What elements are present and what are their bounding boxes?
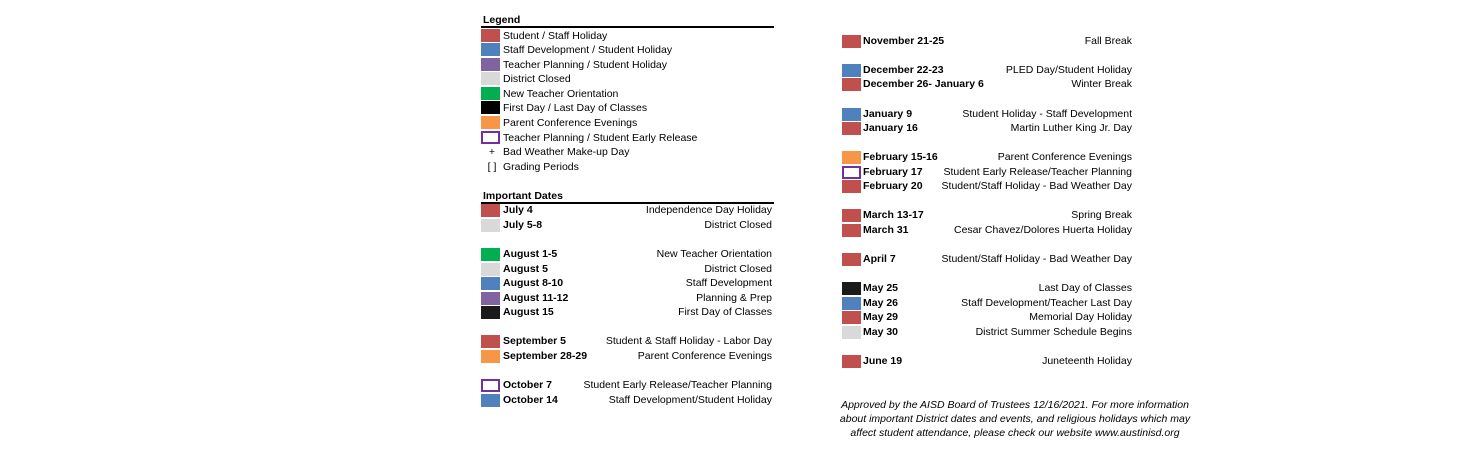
color-swatch — [481, 306, 500, 319]
color-swatch — [842, 78, 861, 91]
color-swatch — [842, 209, 861, 222]
date-label: May 29 — [863, 311, 899, 323]
date-label: January 16 — [863, 122, 918, 134]
event-label: Parent Conference Evenings — [637, 350, 772, 362]
date-label: July 5-8 — [503, 219, 543, 231]
color-swatch — [481, 116, 500, 129]
date-label: October 14 — [503, 394, 558, 406]
date-label: August 5 — [503, 263, 548, 275]
event-label: Fall Break — [1084, 35, 1132, 47]
date-label: April 7 — [863, 253, 896, 265]
event-label: Independence Day Holiday — [645, 204, 772, 216]
date-label: August 1-5 — [503, 248, 558, 260]
date-label: September 5 — [503, 335, 567, 347]
legend-item-label: Parent Conference Evenings — [503, 117, 638, 129]
color-swatch — [481, 72, 500, 85]
approval-note-line-3: affect student attendance, please check our website www.austinisd.org — [850, 427, 1180, 439]
color-swatch — [842, 166, 861, 179]
color-swatch — [481, 292, 500, 305]
legend-item-label: Staff Development / Student Holiday — [503, 44, 673, 56]
legend-item-label: Teacher Planning / Student Holiday — [503, 59, 668, 71]
color-swatch — [842, 297, 861, 310]
event-label: Memorial Day Holiday — [1029, 311, 1132, 323]
date-label: August 11-12 — [503, 292, 569, 304]
color-swatch — [481, 131, 500, 144]
event-label: Juneteenth Holiday — [1042, 355, 1132, 367]
color-swatch — [842, 253, 861, 266]
legend-item-label: First Day / Last Day of Classes — [503, 102, 648, 114]
legend-item-label: Teacher Planning / Student Early Release — [503, 132, 698, 144]
date-label: January 9 — [863, 108, 913, 120]
event-label: Student/Staff Holiday - Bad Weather Day — [941, 180, 1132, 192]
event-label: Student Early Release/Teacher Planning — [943, 166, 1132, 178]
date-label: December 22-23 — [863, 64, 944, 76]
event-label: Spring Break — [1071, 209, 1132, 221]
date-label: March 13-17 — [863, 209, 924, 221]
legend-item-label: District Closed — [503, 73, 571, 85]
legend-symbol-label: Bad Weather Make-up Day — [503, 146, 630, 158]
date-label: October 7 — [503, 379, 553, 391]
color-swatch — [481, 87, 500, 100]
date-label: August 8-10 — [503, 277, 564, 289]
date-label: February 15-16 — [863, 151, 938, 163]
color-swatch — [481, 58, 500, 71]
event-label: District Closed — [704, 219, 772, 231]
event-label: Martin Luther King Jr. Day — [1010, 122, 1132, 134]
legend-rule — [481, 26, 774, 28]
color-swatch — [481, 263, 500, 276]
color-swatch — [842, 224, 861, 237]
color-swatch — [842, 355, 861, 368]
event-label: Staff Development/Teacher Last Day — [961, 297, 1132, 309]
color-swatch — [481, 29, 500, 42]
color-swatch — [481, 204, 500, 217]
event-label: First Day of Classes — [678, 306, 772, 318]
legend-title: Legend — [483, 14, 521, 26]
legend-item-label: Student / Staff Holiday — [503, 30, 608, 42]
color-swatch — [481, 277, 500, 290]
date-label: November 21-25 — [863, 35, 945, 47]
approval-note-line-1: Approved by the AISD Board of Trustees 12/16/2021. For more information — [841, 399, 1189, 411]
legend-symbol-label: Grading Periods — [503, 161, 579, 173]
color-swatch — [481, 248, 500, 261]
date-label: December 26- January 6 — [863, 78, 984, 90]
color-swatch — [842, 35, 861, 48]
event-label: District Summer Schedule Begins — [975, 326, 1132, 338]
event-label: Student Early Release/Teacher Planning — [583, 379, 772, 391]
event-label: Staff Development/Student Holiday — [608, 394, 772, 406]
color-swatch — [842, 108, 861, 121]
important-dates-title: Important Dates — [483, 190, 563, 202]
date-label: May 30 — [863, 326, 899, 338]
date-label: March 31 — [863, 224, 909, 236]
color-swatch — [842, 282, 861, 295]
color-swatch — [842, 180, 861, 193]
legend-item-label: New Teacher Orientation — [503, 88, 619, 100]
event-label: Last Day of Classes — [1038, 282, 1132, 294]
color-swatch — [481, 335, 500, 348]
event-label: Staff Development — [685, 277, 772, 289]
event-label: Student Holiday - Staff Development — [962, 108, 1132, 120]
color-swatch — [842, 326, 861, 339]
legend-symbol: [ ] — [487, 161, 497, 173]
color-swatch — [842, 64, 861, 77]
date-label: September 28-29 — [503, 350, 588, 362]
color-swatch — [842, 122, 861, 135]
color-swatch — [481, 219, 500, 232]
date-label: May 26 — [863, 297, 899, 309]
date-label: July 4 — [503, 204, 533, 216]
event-label: New Teacher Orientation — [656, 248, 772, 260]
color-swatch — [481, 350, 500, 363]
approval-note-line-2: about important District dates and events, and religious holidays which may — [839, 413, 1191, 425]
legend-symbol: + — [488, 146, 496, 158]
color-swatch — [842, 151, 861, 164]
event-label: Winter Break — [1071, 78, 1132, 90]
color-swatch — [481, 43, 500, 56]
date-label: June 19 — [863, 355, 903, 367]
color-swatch — [481, 101, 500, 114]
approval-note — [822, 398, 1208, 440]
event-label: Student/Staff Holiday - Bad Weather Day — [941, 253, 1132, 265]
date-label: August 15 — [503, 306, 554, 318]
color-swatch — [481, 379, 500, 392]
event-label: Parent Conference Evenings — [997, 151, 1132, 163]
event-label: PLED Day/Student Holiday — [1005, 64, 1132, 76]
event-label: District Closed — [704, 263, 772, 275]
color-swatch — [481, 394, 500, 407]
date-label: May 25 — [863, 282, 899, 294]
color-swatch — [842, 311, 861, 324]
event-label: Planning & Prep — [696, 292, 772, 304]
date-label: February 17 — [863, 166, 923, 178]
event-label: Cesar Chavez/Dolores Huerta Holiday — [954, 224, 1132, 236]
event-label: Student & Staff Holiday - Labor Day — [605, 335, 772, 347]
date-label: February 20 — [863, 180, 923, 192]
